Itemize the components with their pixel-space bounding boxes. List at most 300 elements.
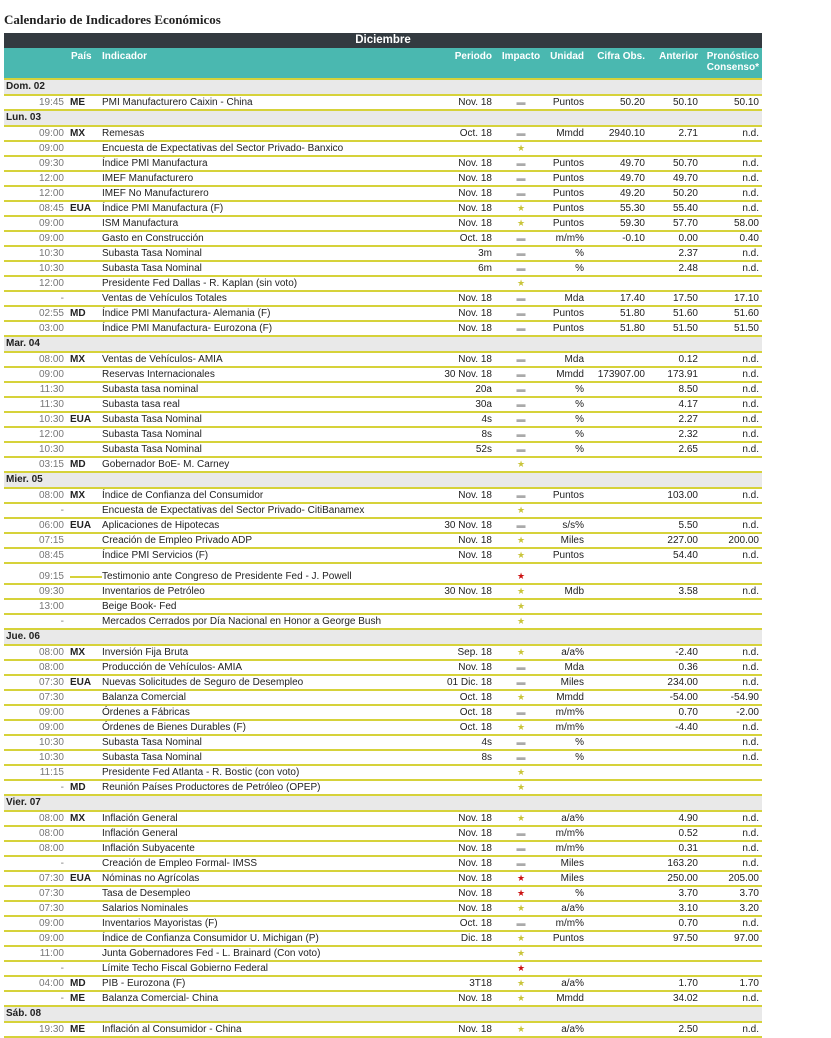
- previous-cell: 50.10: [672, 97, 698, 108]
- table-row: [4, 458, 762, 473]
- impact-icon: ▬: [516, 490, 526, 500]
- table-row: [4, 902, 762, 917]
- impact-icon: ★: [516, 1024, 526, 1034]
- table-row: [4, 398, 762, 413]
- indicator-cell: ISM Manufactura: [102, 218, 179, 229]
- impact-icon: ▬: [516, 843, 526, 853]
- day-header: Mar. 04: [4, 337, 762, 353]
- previous-cell: 50.20: [672, 188, 698, 199]
- indicator-cell: Balanza Comercial: [102, 692, 186, 703]
- period-cell: Nov. 18: [458, 888, 492, 899]
- country-cell: EUA: [70, 203, 92, 214]
- forecast-cell: n.d.: [742, 662, 759, 673]
- observed-cell: [589, 992, 645, 1005]
- period-cell: Dic. 18: [460, 933, 492, 944]
- table-row: [4, 413, 762, 428]
- previous-cell: [649, 766, 698, 779]
- table-row: [4, 887, 762, 902]
- impact-icon: ★: [516, 505, 526, 515]
- forecast-cell: 205.00: [728, 873, 759, 884]
- forecast-cell: [704, 615, 759, 628]
- forecast-cell: n.d.: [742, 399, 759, 410]
- indicator-cell: Encuesta de Expectativas del Sector Privado- Banxico: [102, 143, 344, 154]
- impact-icon: ★: [516, 993, 526, 1003]
- period-cell: Nov. 18: [458, 490, 492, 501]
- previous-cell: 0.52: [678, 828, 698, 839]
- forecast-cell: n.d.: [742, 677, 759, 688]
- impact-icon: ★: [516, 888, 526, 898]
- period-cell: 3T18: [469, 978, 492, 989]
- indicator-cell: PMI Manufacturero Caixin - China: [102, 97, 253, 108]
- unit-cell: m/m%: [555, 722, 584, 733]
- observed-cell: [589, 534, 645, 547]
- observed-cell: [589, 247, 645, 260]
- forecast-cell: 1.70: [739, 978, 759, 989]
- unit-cell: Puntos: [552, 218, 584, 229]
- observed-cell: [589, 504, 645, 517]
- impact-icon: ★: [516, 782, 526, 792]
- indicator-cell: Tasa de Desempleo: [102, 888, 191, 899]
- indicator-cell: Encuesta de Expectativas del Sector Privado- CitiBanamex: [102, 505, 365, 516]
- table-row: [4, 564, 762, 585]
- observed-cell: [589, 489, 645, 502]
- indicator-cell: Subasta Tasa Nominal: [102, 414, 202, 425]
- previous-cell: 173.91: [667, 369, 698, 380]
- unit-cell: Mmdd: [556, 993, 584, 1004]
- forecast-cell: n.d.: [742, 429, 759, 440]
- previous-cell: [649, 736, 698, 749]
- forecast-cell: n.d.: [742, 188, 759, 199]
- period-cell: Nov. 18: [458, 1024, 492, 1035]
- table-row: [4, 646, 762, 661]
- observed-cell: [589, 736, 645, 749]
- table-row: [4, 322, 762, 337]
- unit-cell: [540, 962, 584, 975]
- previous-cell: 0.00: [678, 233, 698, 244]
- previous-cell: 2.37: [678, 248, 698, 259]
- previous-cell: 0.70: [678, 918, 698, 929]
- unit-cell: Puntos: [552, 308, 584, 319]
- previous-cell: 0.12: [678, 354, 698, 365]
- country-cell: [70, 600, 92, 613]
- forecast-cell: [704, 504, 759, 517]
- country-cell: MD: [70, 978, 86, 989]
- indicator-cell: Nóminas no Agrícolas: [102, 873, 200, 884]
- forecast-cell: n.d.: [742, 369, 759, 380]
- indicator-cell: Nuevas Solicitudes de Seguro de Desempleo: [102, 677, 304, 688]
- period-cell: Nov. 18: [458, 218, 492, 229]
- observed-cell: [589, 458, 645, 471]
- observed-cell: [589, 766, 645, 779]
- country-cell: ME: [70, 1024, 85, 1035]
- time-cell: 03:15: [38, 459, 64, 470]
- country-cell: [70, 322, 92, 335]
- time-cell: 19:30: [38, 1024, 64, 1035]
- previous-cell: 103.00: [667, 490, 698, 501]
- time-cell: 10:30: [38, 263, 64, 274]
- observed-cell: [589, 519, 645, 532]
- previous-cell: 49.70: [672, 173, 698, 184]
- table-row: [4, 292, 762, 307]
- impact-icon: ▬: [516, 173, 526, 183]
- country-cell: [70, 398, 92, 411]
- unit-cell: [540, 615, 584, 628]
- country-cell: MX: [70, 490, 85, 501]
- period-cell: Nov. 18: [458, 903, 492, 914]
- country-cell: EUA: [70, 677, 92, 688]
- day-header: Lun. 03: [4, 111, 762, 127]
- time-cell: 09:00: [38, 128, 64, 139]
- impact-icon: ★: [516, 218, 526, 228]
- indicator-cell: Reunión Países Productores de Petróleo (OPEP): [102, 782, 321, 793]
- forecast-cell: 200.00: [728, 535, 759, 546]
- unit-cell: %: [575, 263, 584, 274]
- table-header: [4, 48, 762, 80]
- forecast-cell: n.d.: [742, 173, 759, 184]
- country-cell: [70, 428, 92, 441]
- forecast-cell: [704, 947, 759, 960]
- impact-icon: ★: [516, 813, 526, 823]
- table-row: [4, 368, 762, 383]
- country-cell: [70, 142, 92, 155]
- country-cell: [70, 368, 92, 381]
- country-cell: [70, 157, 92, 170]
- period-cell: [400, 781, 492, 794]
- observed-cell: [589, 443, 645, 456]
- unit-cell: %: [575, 444, 584, 455]
- observed-cell: [589, 781, 645, 794]
- observed-cell: [589, 827, 645, 840]
- forecast-cell: 51.50: [733, 323, 759, 334]
- time-cell: 08:00: [38, 662, 64, 673]
- unit-cell: Mda: [564, 354, 584, 365]
- country-cell: [70, 827, 92, 840]
- table-row: [4, 827, 762, 842]
- previous-cell: 2.65: [678, 444, 698, 455]
- period-cell: [400, 504, 492, 517]
- indicator-cell: Testimonio ante Congreso de Presidente Fed - J. Powell: [102, 571, 352, 582]
- period-cell: 8s: [481, 429, 492, 440]
- unit-cell: a/a%: [561, 813, 584, 824]
- unit-cell: %: [575, 248, 584, 259]
- unit-cell: [540, 766, 584, 779]
- observed-cell: 49.70: [619, 173, 645, 184]
- period-cell: Nov. 18: [458, 308, 492, 319]
- impact-icon: ★: [516, 948, 526, 958]
- forecast-cell: n.d.: [742, 1024, 759, 1035]
- previous-cell: 34.02: [672, 993, 698, 1004]
- forecast-cell: n.d.: [742, 490, 759, 501]
- table-row: [4, 307, 762, 322]
- indicator-cell: Inflación General: [102, 813, 178, 824]
- time-cell: 03:00: [38, 323, 64, 334]
- impact-icon: ★: [516, 722, 526, 732]
- indicator-cell: Índice de Confianza del Consumidor: [102, 490, 264, 501]
- forecast-cell: n.d.: [742, 586, 759, 597]
- period-cell: Nov. 18: [458, 873, 492, 884]
- indicator-cell: Subasta tasa real: [102, 399, 180, 410]
- period-cell: [400, 142, 492, 155]
- time-cell: 12:00: [38, 429, 64, 440]
- previous-cell: 2.32: [678, 429, 698, 440]
- previous-cell: 4.90: [678, 813, 698, 824]
- impact-icon: ★: [516, 535, 526, 545]
- day-header: Dom. 02: [4, 80, 762, 96]
- time-cell: 08:45: [38, 550, 64, 561]
- country-cell: [70, 902, 92, 915]
- country-cell: [70, 277, 92, 290]
- indicator-cell: Inventarios de Petróleo: [102, 586, 205, 597]
- impact-icon: ▬: [516, 662, 526, 672]
- forecast-cell: n.d.: [742, 752, 759, 763]
- table-row: [4, 217, 762, 232]
- time-cell: 10:30: [38, 414, 64, 425]
- observed-cell: [589, 902, 645, 915]
- day-header: Sáb. 08: [4, 1007, 762, 1023]
- time-cell: 08:00: [38, 647, 64, 658]
- period-cell: [400, 947, 492, 960]
- table-row: [4, 977, 762, 992]
- indicator-cell: Subasta Tasa Nominal: [102, 263, 202, 274]
- previous-cell: 57.70: [672, 218, 698, 229]
- indicator-cell: Índice PMI Manufactura (F): [102, 203, 224, 214]
- period-cell: Nov. 18: [458, 993, 492, 1004]
- table-row: [4, 661, 762, 676]
- forecast-cell: n.d.: [742, 813, 759, 824]
- period-cell: Oct. 18: [459, 233, 492, 244]
- unit-cell: m/m%: [555, 828, 584, 839]
- indicator-cell: IMEF Manufacturero: [102, 173, 194, 184]
- indicator-cell: Inflación al Consumidor - China: [102, 1024, 242, 1035]
- table-row: [4, 736, 762, 751]
- observed-cell: [589, 383, 645, 396]
- period-cell: Nov. 18: [458, 158, 492, 169]
- period-cell: Oct. 18: [459, 128, 492, 139]
- unit-cell: [540, 277, 584, 290]
- time-cell: 09:30: [38, 158, 64, 169]
- time-cell: 11:30: [39, 399, 64, 410]
- unit-cell: [540, 504, 584, 517]
- indicator-cell: Índice PMI Manufactura: [102, 158, 208, 169]
- time-cell: 08:00: [38, 813, 64, 824]
- header-indicador: Indicador: [102, 51, 148, 62]
- country-cell: [70, 857, 92, 870]
- observed-cell: [589, 615, 645, 628]
- previous-cell: [649, 751, 698, 764]
- period-cell: [400, 600, 492, 613]
- impact-icon: ▬: [516, 308, 526, 318]
- previous-cell: [649, 504, 698, 517]
- month-bar: Diciembre: [4, 33, 762, 48]
- table-row: [4, 751, 762, 766]
- indicator-cell: Creación de Empleo Formal- IMSS: [102, 858, 258, 869]
- unit-cell: [540, 570, 584, 583]
- unit-cell: Puntos: [552, 203, 584, 214]
- period-cell: 52s: [475, 444, 492, 455]
- impact-icon: ▬: [516, 293, 526, 303]
- table-row: [4, 353, 762, 368]
- observed-cell: 49.20: [619, 188, 645, 199]
- period-cell: Nov. 18: [458, 662, 492, 673]
- unit-cell: Miles: [560, 873, 584, 884]
- forecast-cell: n.d.: [742, 263, 759, 274]
- impact-icon: ▬: [516, 414, 526, 424]
- previous-cell: 2.27: [678, 414, 698, 425]
- country-cell: MX: [70, 813, 85, 824]
- indicator-cell: Límite Techo Fiscal Gobierno Federal: [102, 963, 269, 974]
- impact-icon: ▬: [516, 158, 526, 168]
- table-row: [4, 96, 762, 111]
- period-cell: [400, 766, 492, 779]
- time-cell: -: [60, 963, 64, 974]
- table-row: [4, 872, 762, 887]
- time-cell: 09:00: [38, 143, 64, 154]
- unit-cell: m/m%: [555, 918, 584, 929]
- observed-cell: [589, 570, 645, 583]
- country-cell: MX: [70, 647, 85, 658]
- table-row: [4, 127, 762, 142]
- unit-cell: Puntos: [552, 97, 584, 108]
- unit-cell: a/a%: [561, 647, 584, 658]
- indicator-cell: Índice PMI Manufactura- Alemania (F): [102, 308, 271, 319]
- indicator-cell: Inversión Fija Bruta: [102, 647, 189, 658]
- forecast-cell: n.d.: [742, 158, 759, 169]
- table-row: [4, 691, 762, 706]
- unit-cell: %: [575, 752, 584, 763]
- country-cell: [70, 887, 92, 900]
- table-row: [4, 721, 762, 736]
- unit-cell: a/a%: [561, 1024, 584, 1035]
- time-cell: 09:15: [38, 571, 64, 582]
- previous-cell: 2.48: [678, 263, 698, 274]
- forecast-cell: [704, 142, 759, 155]
- period-cell: 30a: [475, 399, 492, 410]
- country-cell: MD: [70, 782, 86, 793]
- forecast-cell: 58.00: [733, 218, 759, 229]
- country-cell: [70, 917, 92, 930]
- previous-cell: 51.60: [672, 308, 698, 319]
- indicator-cell: PIB - Eurozona (F): [102, 978, 186, 989]
- previous-cell: [649, 600, 698, 613]
- time-cell: 09:00: [38, 218, 64, 229]
- time-cell: 07:30: [38, 873, 64, 884]
- time-cell: 09:00: [38, 707, 64, 718]
- unit-cell: Mda: [564, 293, 584, 304]
- table-row: [4, 232, 762, 247]
- table-row: [4, 489, 762, 504]
- table-row: [4, 781, 762, 796]
- time-cell: 12:00: [38, 188, 64, 199]
- impact-icon: ▬: [516, 737, 526, 747]
- observed-cell: [589, 872, 645, 885]
- previous-cell: 51.50: [672, 323, 698, 334]
- impact-icon: ★: [516, 550, 526, 560]
- country-cell: [70, 292, 92, 305]
- previous-cell: 0.31: [678, 843, 698, 854]
- time-cell: 07:30: [38, 677, 64, 688]
- indicator-cell: Beige Book- Fed: [102, 601, 177, 612]
- previous-cell: -2.40: [675, 647, 698, 658]
- period-cell: 4s: [481, 737, 492, 748]
- time-cell: 09:00: [38, 918, 64, 929]
- observed-cell: [589, 932, 645, 945]
- period-cell: Nov. 18: [458, 550, 492, 561]
- time-cell: 09:30: [38, 586, 64, 597]
- country-cell: ME: [70, 993, 85, 1004]
- forecast-cell: n.d.: [742, 248, 759, 259]
- table-row: [4, 549, 762, 564]
- previous-cell: [649, 570, 698, 583]
- previous-cell: 5.50: [678, 520, 698, 531]
- indicator-cell: Junta Gobernadores Fed - L. Brainard (Con voto): [102, 948, 321, 959]
- indicator-cell: Ventas de Vehículos Totales: [102, 293, 227, 304]
- table-row: [4, 262, 762, 277]
- impact-icon: ★: [516, 586, 526, 596]
- forecast-cell: 50.10: [733, 97, 759, 108]
- previous-cell: 3.70: [678, 888, 698, 899]
- observed-cell: [589, 706, 645, 719]
- impact-icon: ★: [516, 933, 526, 943]
- indicator-cell: Índice PMI Servicios (F): [102, 550, 209, 561]
- table-row: [4, 504, 762, 519]
- time-cell: 07:15: [38, 535, 64, 546]
- forecast-cell: 51.60: [733, 308, 759, 319]
- impact-icon: ★: [516, 278, 526, 288]
- impact-icon: ▬: [516, 520, 526, 530]
- unit-cell: Mda: [564, 662, 584, 673]
- time-cell: -: [60, 616, 64, 627]
- unit-cell: %: [575, 429, 584, 440]
- table-row: [4, 600, 762, 615]
- unit-cell: Puntos: [552, 173, 584, 184]
- previous-cell: 227.00: [667, 535, 698, 546]
- period-cell: 3m: [478, 248, 492, 259]
- impact-icon: ▬: [516, 429, 526, 439]
- unit-cell: [540, 142, 584, 155]
- impact-icon: ★: [516, 143, 526, 153]
- period-cell: Nov. 18: [458, 293, 492, 304]
- indicator-cell: Órdenes a Fábricas: [102, 707, 190, 718]
- previous-cell: 3.10: [678, 903, 698, 914]
- previous-cell: 250.00: [667, 873, 698, 884]
- time-cell: 07:30: [38, 903, 64, 914]
- country-cell: [70, 947, 92, 960]
- country-cell: [70, 443, 92, 456]
- indicator-cell: Subasta Tasa Nominal: [102, 248, 202, 259]
- previous-cell: 54.40: [672, 550, 698, 561]
- unit-cell: Miles: [560, 535, 584, 546]
- forecast-cell: n.d.: [742, 828, 759, 839]
- indicator-cell: Inventarios Mayoristas (F): [102, 918, 218, 929]
- country-cell: EUA: [70, 414, 92, 425]
- observed-cell: [589, 977, 645, 990]
- impact-icon: ▬: [516, 323, 526, 333]
- forecast-cell: [704, 962, 759, 975]
- time-cell: 09:00: [38, 722, 64, 733]
- unit-cell: s/s%: [562, 520, 584, 531]
- country-cell: MX: [70, 128, 85, 139]
- impact-icon: ▬: [516, 354, 526, 364]
- indicator-cell: Reservas Internacionales: [102, 369, 215, 380]
- observed-cell: 2940.10: [608, 128, 645, 139]
- header-pronostico: Pronóstico: [706, 51, 759, 62]
- header-cifra-obs: Cifra Obs.: [597, 51, 645, 62]
- table-row: [4, 428, 762, 443]
- table-row: [4, 615, 762, 630]
- period-cell: Nov. 18: [458, 173, 492, 184]
- unit-cell: a/a%: [561, 903, 584, 914]
- time-cell: 12:00: [38, 278, 64, 289]
